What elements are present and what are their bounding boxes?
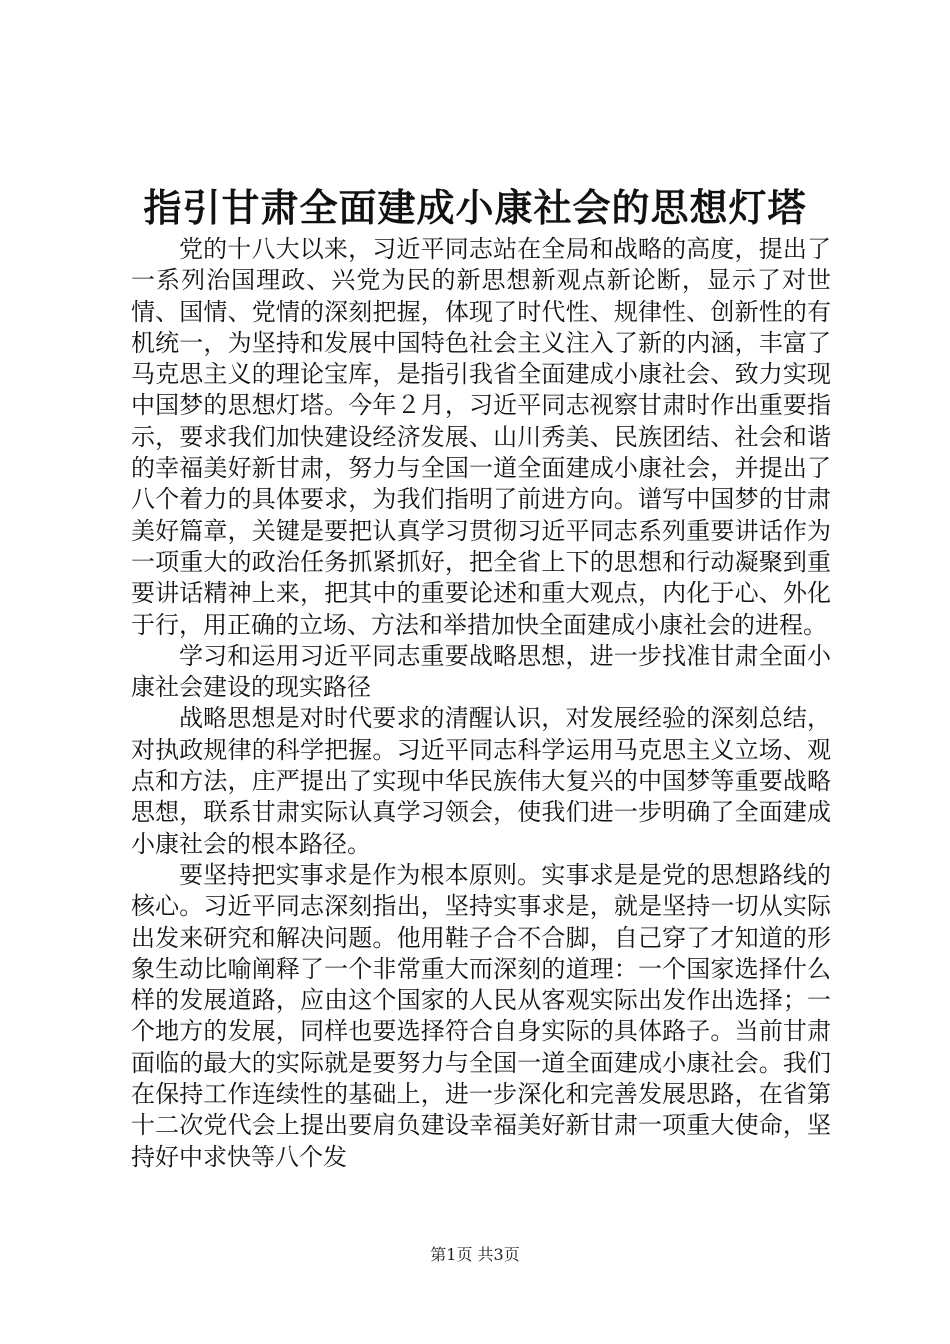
paragraph-seek-truth: 要坚持把实事求是作为根本原则。实事求是是党的思想路线的核心。习近平同志深刻指出，坚持实事求是，就是坚持一切从实际出发来研究和解决问题。他用鞋子合不合脚，自己穿了才知道的形象生动比喻阐释了一个非常重大而深刻的道理：一个国家选择什么样的发展道路，应由这个国家的人民从客观实际出发作出选择；一个地方的发展，同样也要选择符合自身实际的具体路子。当前甘肃面临的最大的实际就是要努力与全国一道全面建成小康社会。我们在保持工作连续性的基础上，进一步深化和完善发展思路，在省第十二次党代会上提出要肩负建设幸福美好新甘肃一项重大使命，坚持好中求快等八个发 <box>131 860 831 1171</box>
paragraph-intro: 党的十八大以来，习近平同志站在全局和战略的高度，提出了一系列治国理政、兴党为民的新思想新观点新论断，显示了对世情、国情、党情的深刻把握，体现了时代性、规律性、创新性的有机统一，为坚持和发展中国特色社会主义注入了新的内涵，丰富了马克思主义的理论宝库，是指引我省全面建成小康社会、致力实现中国梦的思想灯塔。今年２月，习近平同志视察甘肃时作出重要指示，要求我们加快建设经济发展、山川秀美、民族团结、社会和谐的幸福美好新甘肃，努力与全国一道全面建成小康社会，并提出了八个着力的具体要求，为我们指明了前进方向。谱写中国梦的甘肃美好篇章，关键是要把认真学习贯彻习近平同志系列重要讲话作为一项重大的政治任务抓紧抓好，把全省上下的思想和行动凝聚到重要讲话精神上来，把其中的重要论述和重大观点，内化于心、外化于行，用正确的立场、方法和举措加快全面建成小康社会的进程。 <box>131 235 831 639</box>
page-number-footer: 第1页 共3页 <box>430 1245 520 1264</box>
document-title: 指引甘肃全面建成小康社会的思想灯塔 <box>143 185 807 230</box>
paragraph-strategic-thought: 战略思想是对时代要求的清醒认识，对发展经验的深刻总结，对执政规律的科学把握。习近平同志科学运用马克思主义立场、观点和方法，庄严提出了实现中华民族伟大复兴的中国梦等重要战略思想，联系甘肃实际认真学习领会，使我们进一步明确了全面建成小康社会的根本路径。 <box>131 704 831 858</box>
document-body <box>131 234 831 1173</box>
paragraph-section-heading: 学习和运用习近平同志重要战略思想，进一步找准甘肃全面小康社会建设的现实路径 <box>131 641 831 702</box>
